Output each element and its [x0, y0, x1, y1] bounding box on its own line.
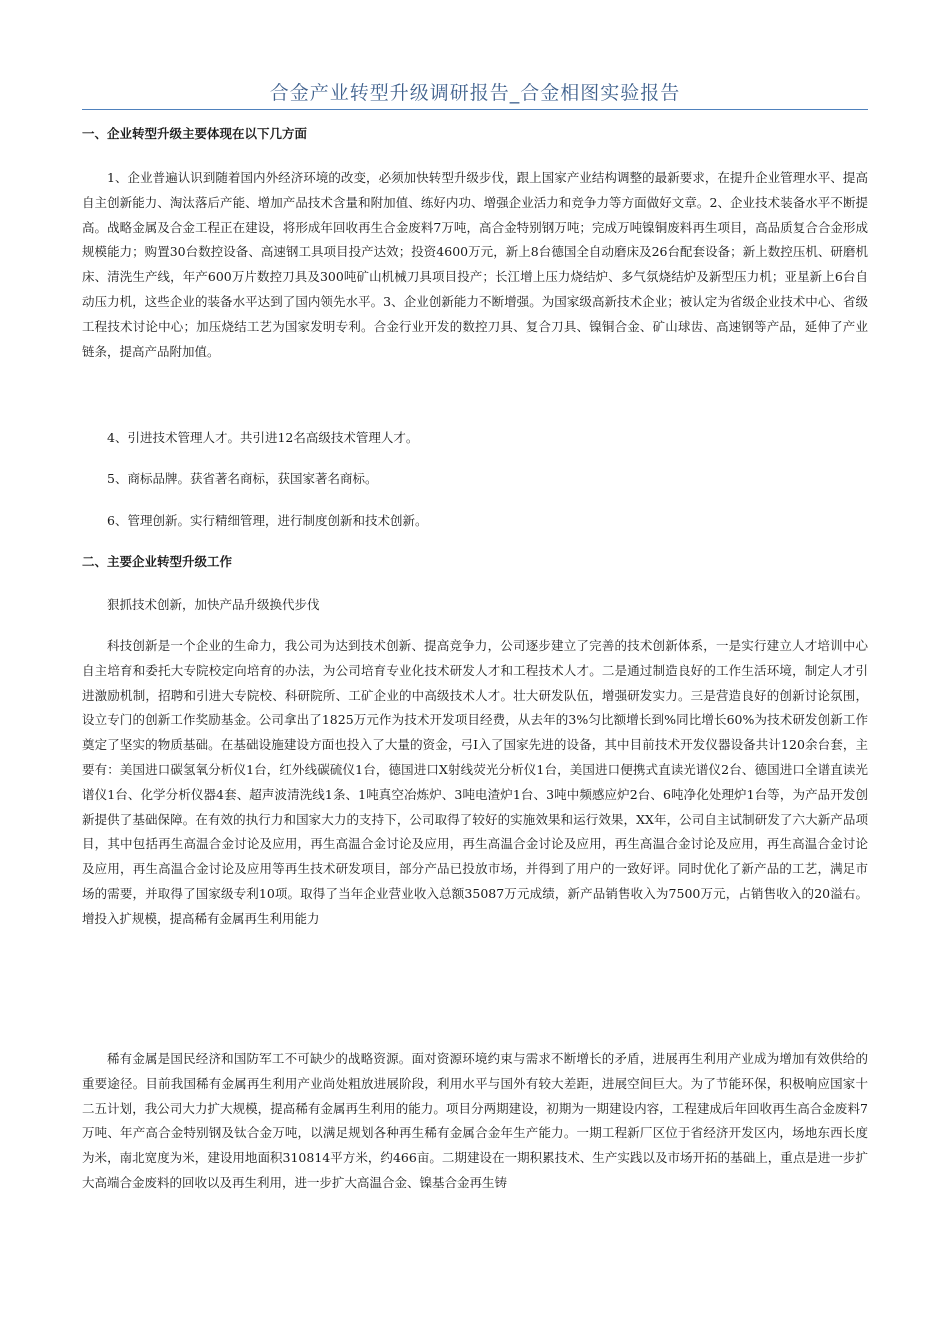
section-2-heading: 二、主要企业转型升级工作 [82, 554, 233, 569]
title-underline [82, 109, 868, 110]
section-2-subheading: 狠抓技术创新，加快产品升级换代步伐 [107, 597, 320, 612]
section-1-paragraph-1: 1、企业普遍认识到随着国内外经济环境的改变，必须加快转型升级步伐，跟上国家产业结构调整的最新要求，在提升企业管理水平、提高自主创新能力、淘汰落后产能、增加产品技术含量和附加值、练好内功、增强企业活力和竞争力等方面做好文章。2、企业技术装备水平不断提高。战略金属及合金工程正在建设，将形成年回收再生合金废料7万吨，高合金特别钢万吨；完成万吨镍铜废料再生项目，高品质复合合金形成规模能力；购置30台数控设备、高速钢工具项目投产达效；投资4600万元，新上8台德国全自动磨床及26台配套设备；新上数控压机、研磨机床、清洗生产线，年产600万片数控刀具及300吨矿山机械刀具项目投产；长江增上压力烧结炉、多气氛烧结炉及新型压力机；亚星新上6台自动压力机，这些企业的装备水平达到了国内领先水平。3、企业创新能力不断增强。为国家级高新技术企业；被认定为省级企业技术中心、省级工程技术讨论中心；加压烧结工艺为国家发明专利。合金行业开发的数控刀具、复合刀具、镍铜合金、矿山球齿、高速钢等产品，延伸了产业链条，提高产品附加值。 [82, 170, 868, 359]
section-2-paragraph-1: 科技创新是一个企业的生命力，我公司为达到技术创新、提高竞争力，公司逐步建立了完善的技术创新体系，一是实行建立人才培训中心自主培育和委托大专院校定向培育的办法，为公司培育专业化技术研发人才和工程技术人才。二是通过制造良好的工作生活环境，制定人才引进激励机制，招聘和引进大专院校、科研院所、工矿企业的中高级技术人才。壮大研发队伍，增强研发实力。三是营造良好的创新讨论氛围，设立专门的创新工作奖励基金。公司拿出了1825万元作为技术开发项目经费，从去年的3%匀比额增长到%同比增长60%为技术研发创新工作奠定了坚实的物质基础。在基础设施建设方面也投入了大量的资金，弓I入了国家先进的设备，其中目前技术开发仪器设备共计120余台套，主要有：美国进口碳氢氧分析仪1台，红外线碳硫仪1台，德国进口X射线荧光分析仪1台，美国进口便携式直读光谱仪2台、德国进口全谱直读光谱仪1台、化学分析仪器4套、超声波清洗线1条、1吨真空冶炼炉、3吨电渣炉1台、3吨中频感应炉2台、6吨净化处理炉1台等，为产品开发创新提供了基础保障。在有效的执行力和国家大力的支持下，公司取得了较好的实施效果和运行效果，XX年，公司自主试制研发了六大新产品项目，其中包括再生高温合金讨论及应用，再生高温合金讨论及应用，再生高温合金讨论及应用，再生高温合金讨论及应用，再生高温合金讨论及应用，再生高温合金讨论及应用等再生技术研发项目，部分产品已投放市场，并得到了用户的一致好评。同时优化了新产品的工艺，满足市场的需要，并取得了国家级专利10项。取得了当年企业营业收入总额35087万元成绩，新产品销售收入为7500万元，占销售收入的20溢右。增投入扩规模，提高稀有金属再生利用能力 [82, 638, 868, 926]
section-2-paragraph-2: 稀有金属是国民经济和国防军工不可缺少的战略资源。面对资源环境约束与需求不断增长的矛盾，进展再生利用产业成为增加有效供给的重要途径。目前我国稀有金属再生利用产业尚处粗放进展阶段，利用水平与国外有较大差距，进展空间巨大。为了节能环保，积极响应国家十二五计划，我公司大力扩大规模，提高稀有金属再生利用的能力。项目分两期建设，初期为一期建设内容，工程建成后年回收再生高合金废料7万吨、年产高合金特别钢及钛合金万吨，以满足规划各种再生稀有金属合金年生产能力。一期工程新厂区位于省经济开发区内，场地东西长度为米，南北宽度为米，建设用地面积310814平方米，约466亩。二期建设在一期积累技术、生产实践以及市场开拓的基础上，重点是进一步扩大高端合金废料的回收以及再生利用，进一步扩大高温合金、镍基合金再生铸 [82, 1051, 868, 1190]
document-title: 合金产业转型升级调研报告_合金相图实验报告 [269, 82, 681, 104]
section-1-paragraph-5: 5、商标品牌。获省著名商标，获国家著名商标。 [107, 471, 378, 486]
section-1-paragraph-6: 6、管理创新。实行精细管理，进行制度创新和技术创新。 [107, 513, 428, 528]
section-1-heading: 一、企业转型升级主要体现在以下几方面 [82, 126, 308, 141]
section-1-paragraph-4: 4、引进技术管理人才。共引进12名高级技术管理人才。 [107, 430, 419, 445]
